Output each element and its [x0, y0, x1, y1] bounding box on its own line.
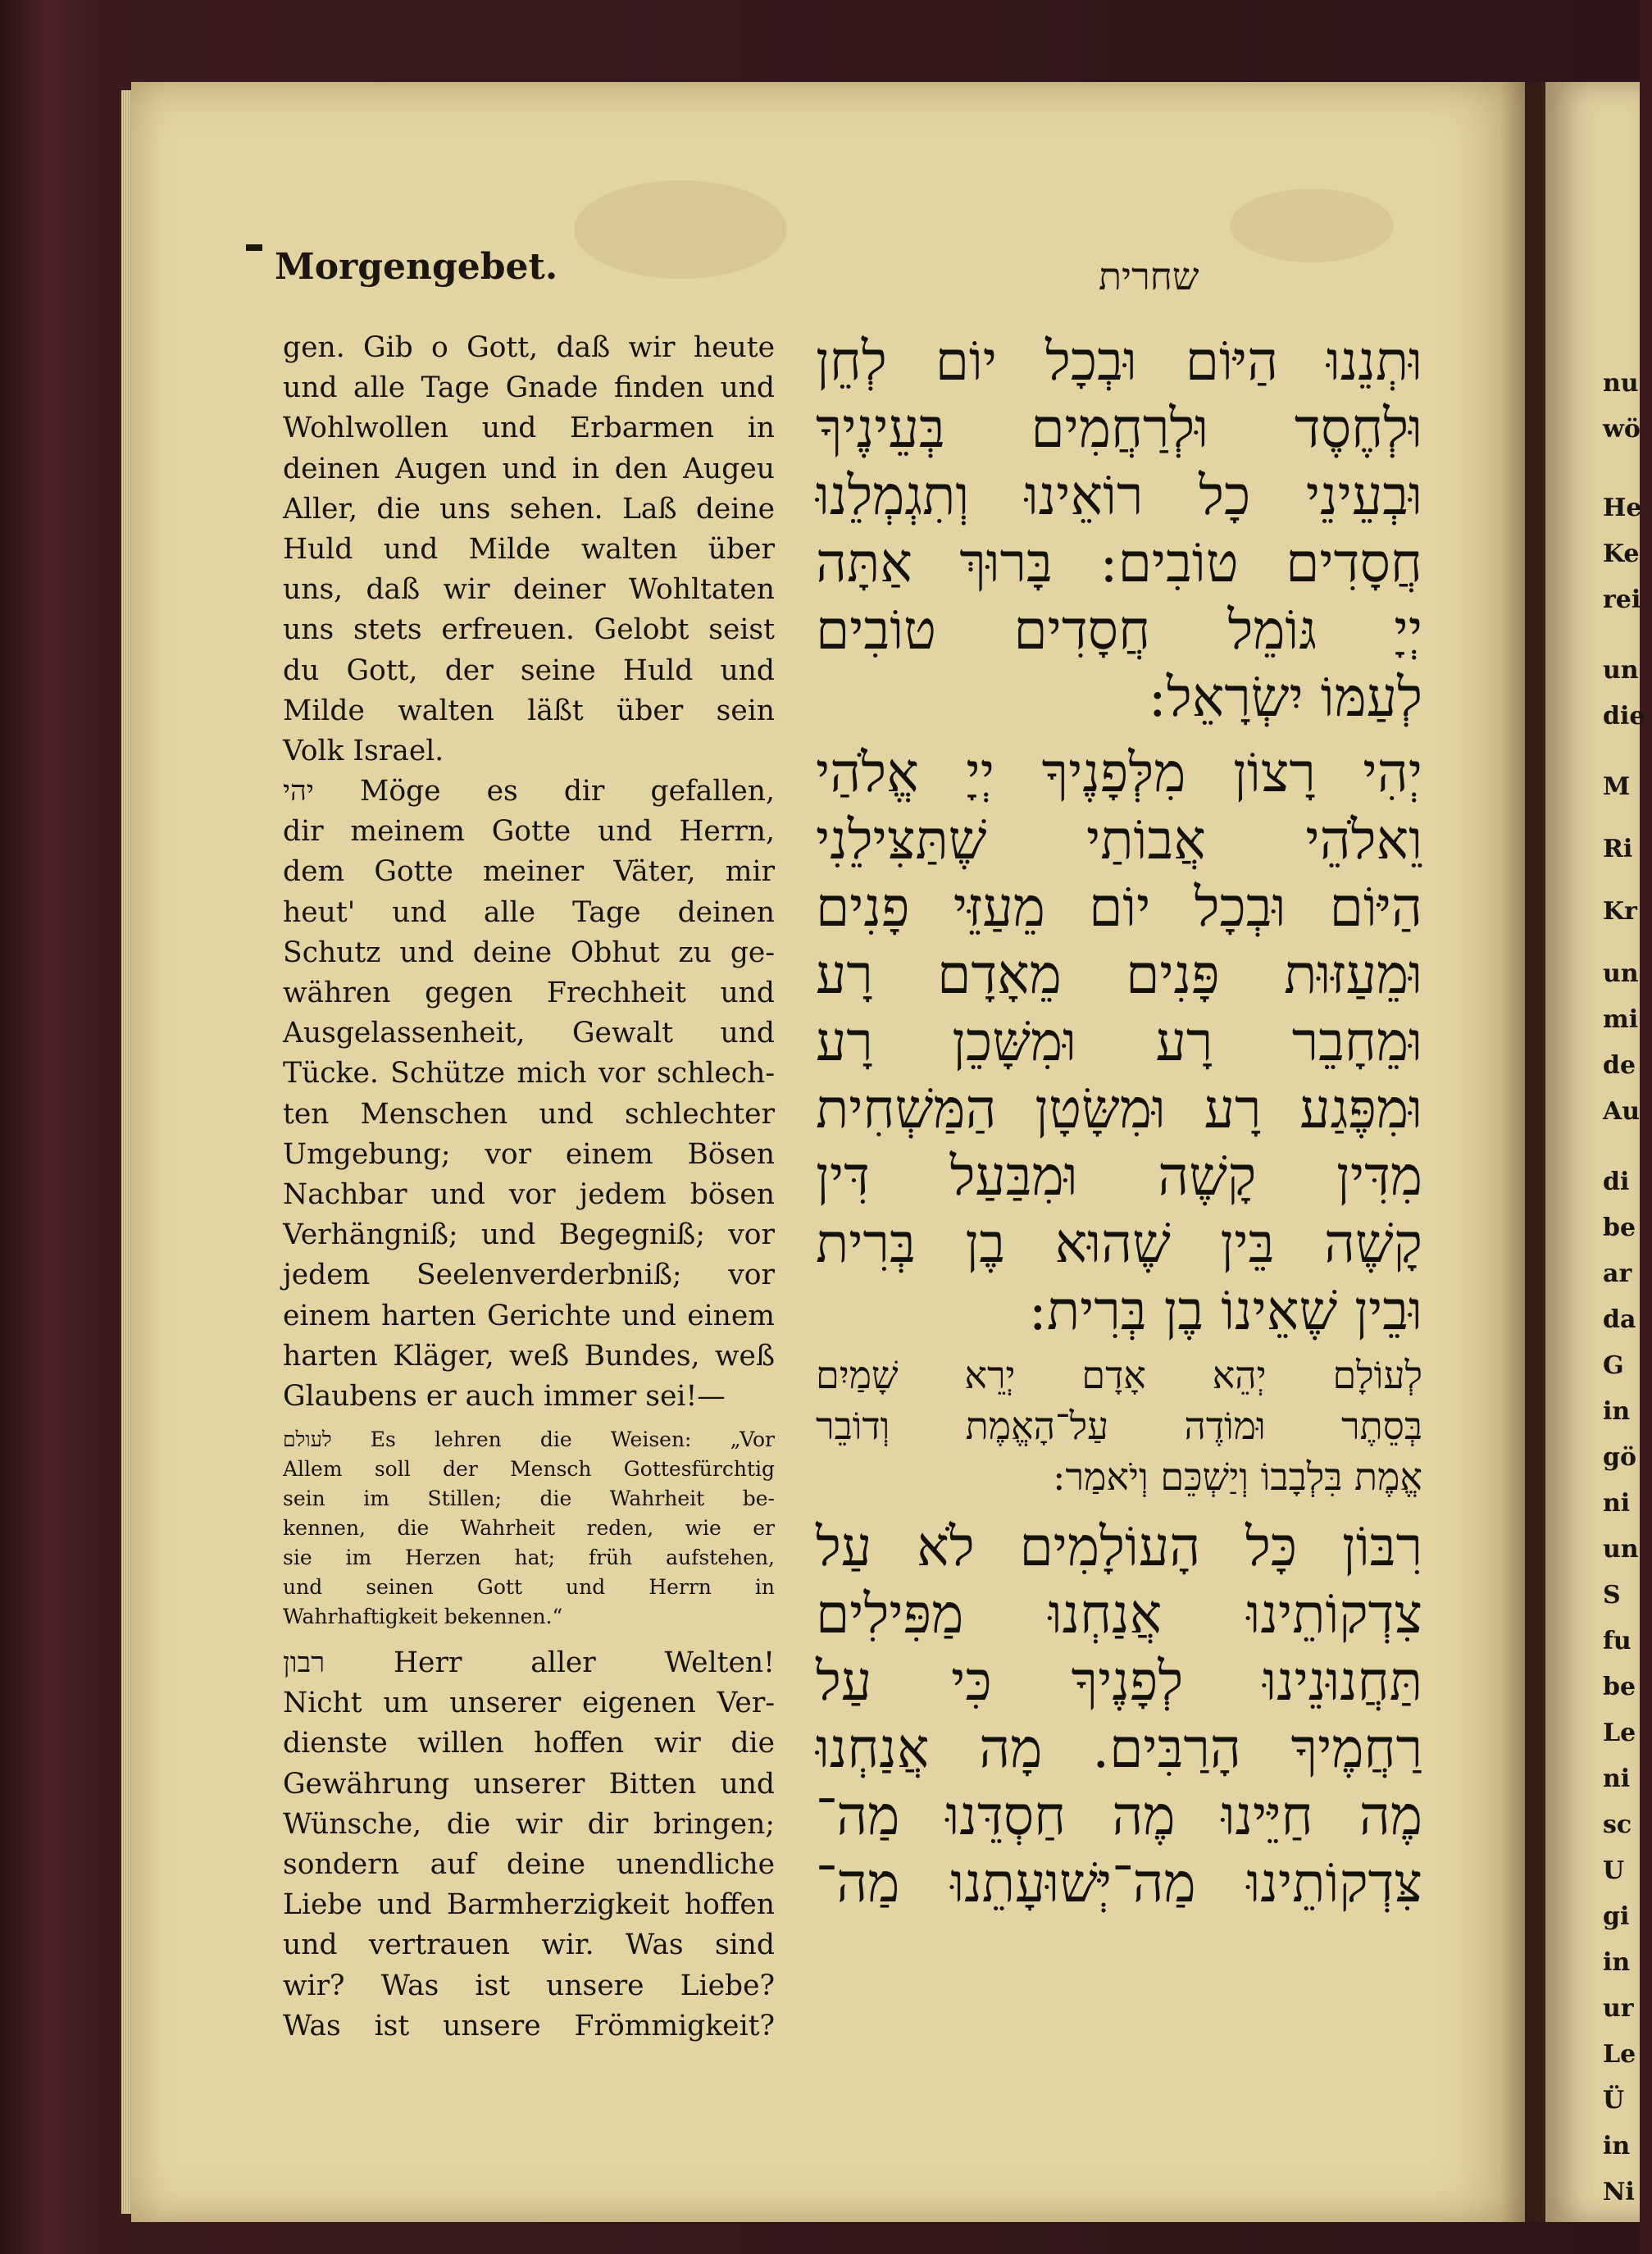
fragment: rei	[1603, 585, 1641, 614]
german-line: Volk Israel.	[283, 734, 444, 767]
hebrew-line: חֲסָדִים טוֹבִים: בָּרוּךְ אַתָּה	[816, 531, 1422, 594]
right-page-text-fragments	[1603, 361, 1652, 2215]
fragment: sc	[1603, 1810, 1632, 1839]
hebrew-line: יְהִי רָצוֹן מִלְּפָנֶיךָ יְיָ אֱלֹהַי	[816, 741, 1422, 804]
fragment: un	[1603, 656, 1639, 685]
fragment: be	[1603, 1673, 1636, 1701]
hebrew-line: מֶה חַיֵּינוּ מֶה חַסְדֵּנוּ מַה־	[816, 1784, 1422, 1847]
fragment: un	[1603, 1535, 1639, 1564]
german-line: Huld und Milde walten über	[283, 532, 775, 566]
hebrew-running-head: שחרית	[1099, 254, 1199, 298]
fragment: fu	[1603, 1627, 1632, 1655]
fragment: in	[1603, 1397, 1631, 1426]
german-line: Ausgelassenheit, Gewalt und	[283, 1017, 775, 1050]
paper-stain	[574, 180, 787, 279]
german-note-line: sein im Stillen; die Wahrheit be-	[283, 1487, 775, 1511]
hebrew-line: וֵאלֹהֵי אֲבוֹתַי שֶׁתַּצִּילֵנִי	[816, 808, 1422, 872]
hebrew-text-column	[816, 328, 1422, 1917]
german-line: uns stets erfreuen. Gelobt seist	[283, 613, 775, 647]
german-text-column	[283, 328, 775, 2047]
german-line: uns, daß wir deiner Wohltaten	[283, 573, 775, 607]
german-line: Glaubens er auch immer sei!—	[283, 1379, 726, 1413]
fragment: di	[1603, 1168, 1630, 1196]
german-line: Verhängniß; und Begegniß; vor	[283, 1218, 775, 1252]
running-head: Morgengebet.	[275, 246, 558, 288]
hebrew-line: תַּחֲנוּנֵינוּ לְפָנֶיךָ כִּי עַל	[816, 1650, 1422, 1713]
fragment: die	[1603, 702, 1645, 731]
page-mark	[246, 244, 262, 251]
german-line: Wünsche, die wir dir bringen;	[283, 1807, 775, 1841]
german-line: heut' und alle Tage deinen	[283, 895, 775, 929]
german-line: Liebe und Barmherzigkeit hoffen	[283, 1888, 775, 1922]
spine-shadow	[1500, 82, 1550, 2222]
german-line: deinen Augen und in den Augeu	[283, 452, 775, 485]
fragment: ar	[1603, 1259, 1632, 1288]
hebrew-line: לְעוֹלָם יְהֵא אָדָם יְרֵא שָׁמַיִם	[816, 1353, 1422, 1397]
german-line: Wohlwollen und Erbarmen in	[283, 412, 775, 445]
hebrew-line: הַיּוֹם וּבְכָל יוֹם מֵעַזֵּי פָנִים	[816, 876, 1422, 939]
hebrew-line: מִדִּין קָשֶׁה וּמִבַּעַל דִּין	[816, 1145, 1422, 1208]
hebrew-line: וּלְחֶסֶד וּלְרַחֲמִים בְּעֵינֶיךָ	[816, 397, 1422, 460]
fragment: Ü	[1603, 2086, 1625, 2115]
fragment: ur	[1603, 1994, 1634, 2023]
fragment: Le	[1603, 2040, 1636, 2069]
hebrew-line: בְּסֵתֶר וּמוֹדֶה עַל־הָאֱמֶת וְדוֹבֵר	[816, 1404, 1422, 1448]
fragment: mi	[1603, 1005, 1639, 1034]
german-line: einem harten Gerichte und einem	[283, 1299, 775, 1332]
hebrew-line: וּמֵעַזּוּת פָּנִים מֵאָדָם רָע	[816, 943, 1422, 1006]
fragment: gi	[1603, 1902, 1630, 1931]
hebrew-line: רִבּוֹן כָּל הָעוֹלָמִים לֹא עַל	[816, 1515, 1422, 1578]
german-line: Gewährung unserer Bitten und	[283, 1767, 775, 1801]
german-line: dienste willen hoffen wir die	[283, 1727, 775, 1760]
hebrew-line: יְיָ גּוֹמֵל חֲסָדִים טוֹבִים	[816, 599, 1422, 662]
hebrew-line: צִדְקוֹתֵינוּ אֲנַחְנוּ מַפִּילִים	[816, 1582, 1422, 1646]
german-note-line: Allem soll der Mensch Gottesfürchtig	[283, 1457, 775, 1482]
hebrew-line: וּתְנֵנוּ הַיּוֹם וּבְכָל יוֹם לְחֵן	[816, 330, 1422, 393]
german-line: יהי Möge es dir gefallen,	[283, 775, 775, 808]
fragment: Ri	[1603, 835, 1633, 863]
german-line: du Gott, der seine Huld und	[283, 653, 775, 687]
german-line: Aller, die uns sehen. Laß deine	[283, 492, 775, 526]
german-line: jedem Seelenverderbniß; vor	[283, 1259, 775, 1292]
german-line: Was ist unsere Frömmigkeit?	[283, 2009, 775, 2042]
fragment: He	[1603, 494, 1642, 522]
german-line: Tücke. Schütze mich vor schlech-	[283, 1057, 775, 1091]
fragment: un	[1603, 959, 1639, 988]
paper-stain	[1230, 189, 1394, 262]
german-note-line: kennen, die Wahrheit reden, wie er	[283, 1516, 775, 1541]
fragment: ni	[1603, 1764, 1631, 1793]
hebrew-line: וּבְעֵינֵי כָל רוֹאֵינוּ וְתִגְמְלֵנוּ	[816, 464, 1422, 527]
fragment: wö	[1603, 415, 1641, 444]
german-note-line: sie im Herzen hat; früh aufstehen,	[283, 1546, 775, 1570]
german-note-line: לעולם Es lehren die Weisen: „Vor	[283, 1428, 775, 1452]
german-line: ten Menschen und schlechter	[283, 1097, 775, 1131]
fragment: Ke	[1603, 540, 1640, 568]
hebrew-line: קָשֶׁה בֵּין שֶׁהוּא בֶן בְּרִית	[816, 1212, 1422, 1275]
hebrew-line: צִּדְקוֹתֵינוּ מַה־יְּשׁוּעָתֵנוּ מַה־	[816, 1851, 1422, 1915]
german-line: währen gegen Frechheit und	[283, 977, 775, 1009]
fragment: da	[1603, 1305, 1636, 1334]
fragment: Kr	[1603, 897, 1637, 926]
fragment: G	[1603, 1351, 1624, 1380]
hebrew-line: וּבֵין שֶׁאֵינוֹ בֶן בְּרִית:	[1028, 1279, 1422, 1342]
german-line: wir? Was ist unsere Liebe?	[283, 1969, 775, 2002]
fragment: M	[1603, 772, 1631, 801]
german-line: harten Kläger, weß Bundes, weß	[283, 1339, 775, 1373]
hebrew-line: אֱמֶת בִּלְבָבוֹ וְיַשְׁכֵּם וְיֹאמַר:	[1053, 1455, 1422, 1499]
german-line: dir meinem Gotte und Herrn,	[283, 815, 775, 849]
fragment: U	[1603, 1856, 1625, 1885]
fragment: S	[1603, 1581, 1621, 1610]
fragment: gö	[1603, 1443, 1636, 1472]
fragment: Le	[1603, 1719, 1636, 1747]
fragment: ni	[1603, 1489, 1631, 1518]
german-note-line: und seinen Gott und Herrn in	[283, 1575, 775, 1600]
german-line: Schutz und deine Obhut zu ge-	[283, 936, 775, 969]
german-line: sondern auf deine unendliche	[283, 1848, 775, 1881]
german-line: gen. Gib o Gott, daß wir heute	[283, 331, 775, 364]
hebrew-line: רַחֲמֶיךָ הָרַבִּים. מָה אֲנַחְנוּ	[816, 1717, 1422, 1780]
fragment: Ni	[1603, 2178, 1635, 2206]
german-line: und vertrauen wir. Was sind	[283, 1928, 775, 1962]
german-line: רבון Herr aller Welten!	[283, 1646, 775, 1680]
german-line: Nachbar und vor jedem bösen	[283, 1177, 775, 1211]
german-line: Milde walten läßt über sein	[283, 694, 775, 727]
fragment: de	[1603, 1051, 1636, 1080]
german-line: Nicht um unserer eigenen Ver-	[283, 1687, 775, 1720]
german-note-line: Wahrhaftigkeit bekennen.“	[283, 1605, 563, 1629]
german-line: Umgebung; vor einem Bösen	[283, 1137, 775, 1171]
fragment: Au	[1603, 1097, 1641, 1126]
hebrew-line: לְעַמּוֹ יִשְׂרָאֵל:	[1148, 666, 1422, 729]
fragment: nu	[1603, 369, 1639, 398]
fragment: be	[1603, 1214, 1636, 1242]
german-line: dem Gotte meiner Väter, mir	[283, 855, 775, 889]
hebrew-line: וּמִפֶּגַע רָע וּמִשָּׂטָן הַמַּשְׁחִית	[816, 1077, 1422, 1141]
fragment: in	[1603, 1948, 1631, 1977]
hebrew-line: וּמֵחָבֵר רָע וּמִשָּׁכֵן רָע	[816, 1010, 1422, 1073]
german-line: und alle Tage Gnade finden und	[283, 371, 775, 405]
fragment: in	[1603, 2132, 1631, 2161]
